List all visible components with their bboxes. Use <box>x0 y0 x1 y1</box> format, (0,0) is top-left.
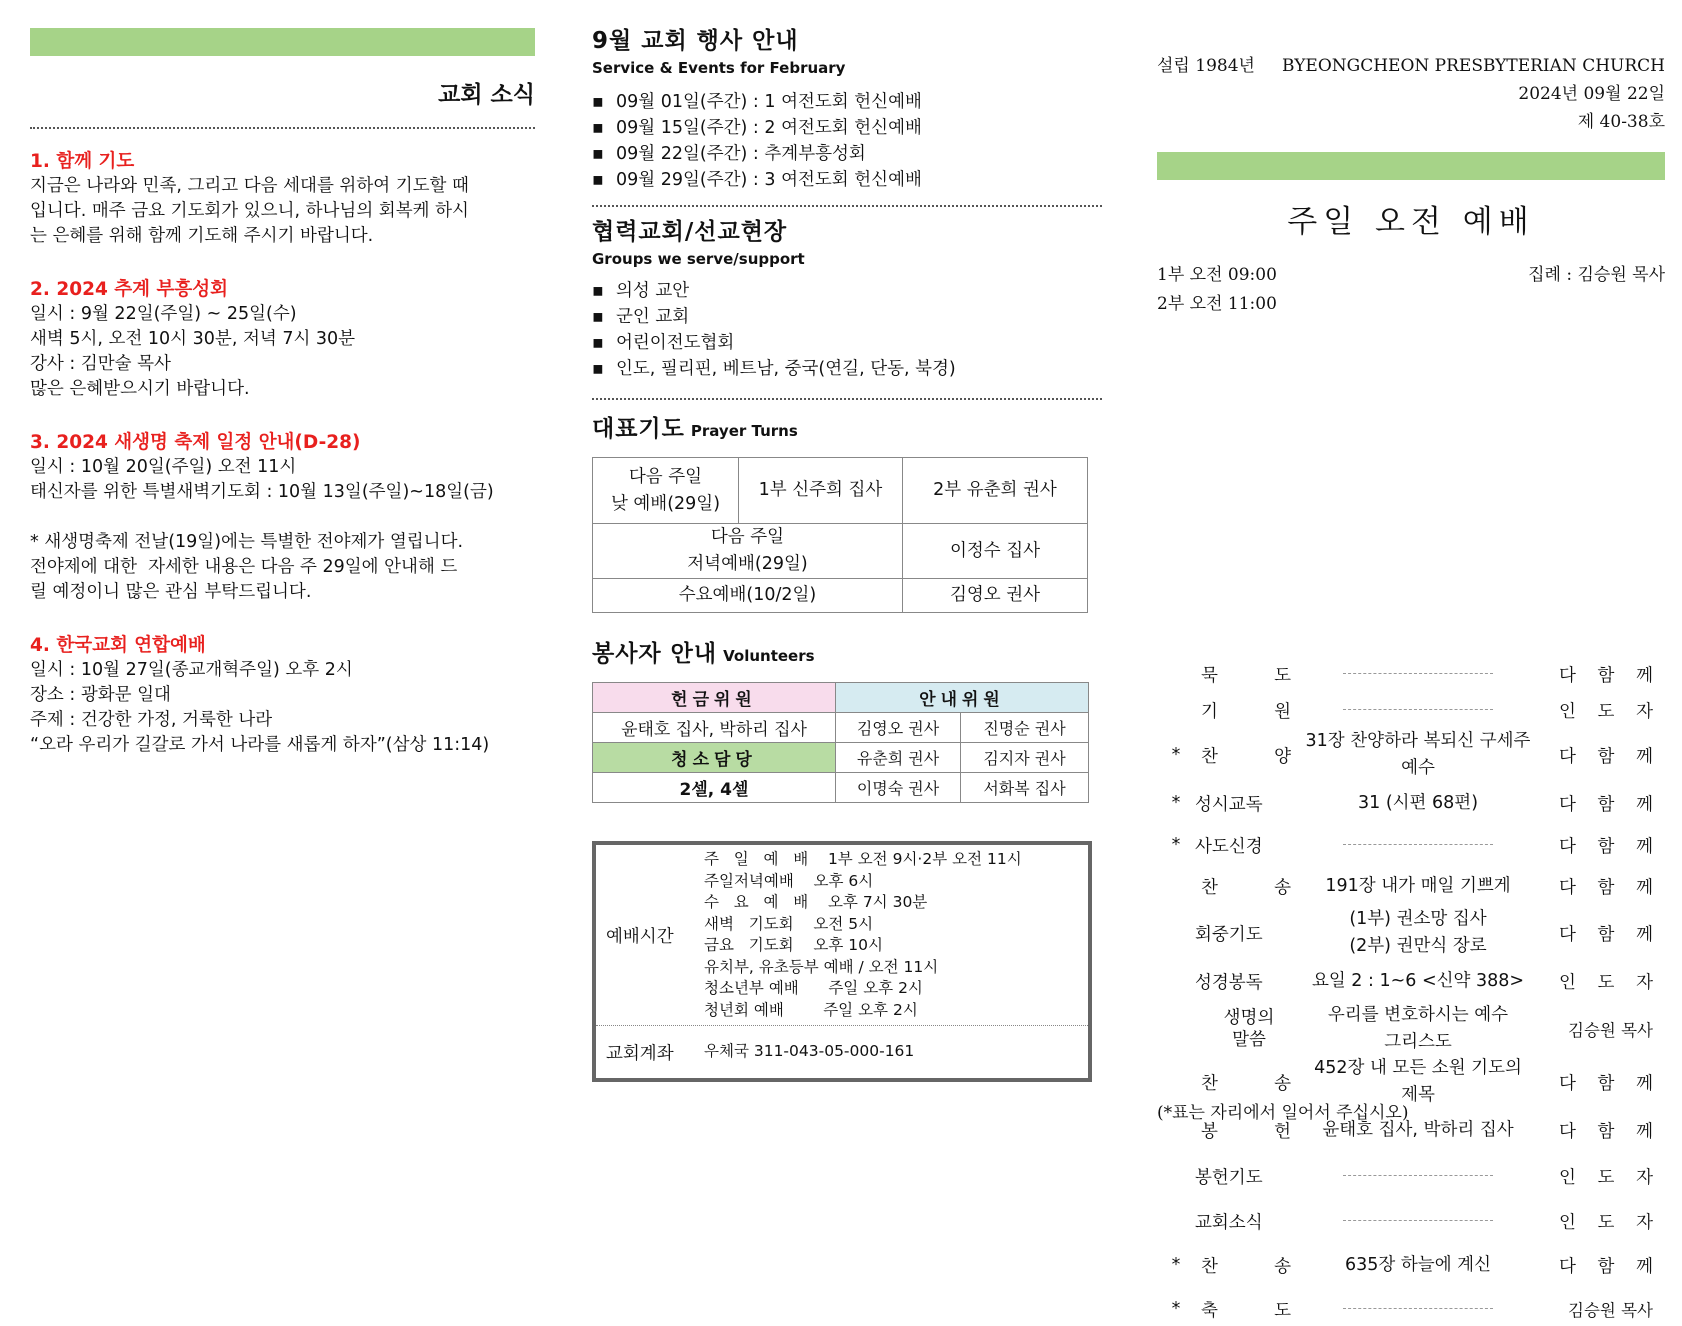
prayer-cell-line: 다음 주일 <box>628 466 703 487</box>
worship-item-name: 교회소식 <box>1195 1212 1263 1233</box>
standing-note: (*표는 자리에서 일어서 주십시오) <box>1157 1103 1409 1123</box>
service-time-line: 새벽 기도회 오전 5시 <box>704 914 874 933</box>
service-time-1: 1부 오전 09:00 <box>1157 265 1277 285</box>
worship-item-content: (1부) 권소망 집사 (2부) 권만식 장로 <box>1349 909 1487 956</box>
news-item-title: 4. 한국교회 연합예배 <box>30 635 206 656</box>
worship-item-name: 기 원 <box>1201 701 1291 722</box>
usher-name: 유춘희 권사 <box>836 743 961 773</box>
divider <box>592 205 1102 207</box>
mission-item: ▪ 인도, 필리핀, 베트남, 중국(연길, 단동, 북경) <box>592 356 1102 382</box>
news-item-title: 2. 2024 추계 부흥성회 <box>30 279 228 300</box>
news-line: 장소 : 광화문 일대 <box>30 685 171 705</box>
service-time-line: 주일저녁예배 오후 6시 <box>704 871 874 890</box>
cleaning-header: 청소담당 <box>593 743 836 773</box>
account-number: 우체국 311-043-05-000-161 <box>704 1042 915 1061</box>
usher-name: 진명순 권사 <box>961 713 1089 743</box>
prayer-cell <box>593 524 903 579</box>
worship-order-row <box>1157 693 1665 727</box>
prayer-title-text: 대표기도 <box>592 416 685 442</box>
worship-item-content: 윤태호 집사, 박하리 집사 <box>1322 1119 1514 1140</box>
prayer-cell: 2부 유춘희 권사 <box>903 458 1088 524</box>
prayer-subtitle: Prayer Turns <box>690 422 798 440</box>
stand-marker: * <box>1171 835 1181 855</box>
worship-item-name: 사도신경 <box>1195 836 1263 857</box>
worship-order-row <box>1157 786 1665 820</box>
service-time-line: 청소년부 예배 주일 오후 2시 <box>704 979 923 997</box>
prayer-cell: 이정수 집사 <box>903 524 1088 579</box>
news-item-3 <box>30 430 535 605</box>
divider <box>30 127 535 129</box>
worship-item-name: 찬 송 <box>1201 877 1291 898</box>
news-item-1 <box>30 149 535 249</box>
event-item: ▪ 09월 29일(주간) : 3 여전도회 헌신예배 <box>592 167 1102 193</box>
events-title: 9월 교회 행사 안내 <box>592 28 799 54</box>
usher-header: 안내위원 <box>836 683 1089 713</box>
worship-item-leader: 다 함 께 <box>1559 746 1653 767</box>
bulletin-date: 2024년 09월 22일 <box>1518 84 1665 104</box>
worship-item-leader: 다 함 께 <box>1559 1073 1653 1094</box>
worship-item-leader: 다 함 께 <box>1559 877 1653 898</box>
prayer-cell <box>593 458 739 524</box>
news-line: 많은 은혜받으시기 바랍니다. <box>30 379 250 399</box>
worship-item-name: 봉헌기도 <box>1195 1167 1263 1188</box>
prayer-cell-line: 낮 예배(29일) <box>610 493 721 514</box>
worship-item-name: 찬 송 <box>1201 1256 1291 1277</box>
worship-item-leader: 김승원 목사 <box>1568 1021 1653 1040</box>
events-subtitle: Service & Events for February <box>592 59 846 77</box>
worship-item-content: 우리를 변호하시는 예수 그리스도 <box>1327 1005 1509 1052</box>
worship-order-row <box>1157 1204 1665 1238</box>
missions-subtitle: Groups we serve/support <box>592 250 805 268</box>
service-time-line: 유치부, 유초등부 예배 / 오전 11시 <box>704 957 939 976</box>
worship-item-name: 축 도 <box>1201 1300 1291 1321</box>
worship-order-row <box>1157 905 1665 961</box>
worship-item-leader: 다 함 께 <box>1559 924 1653 945</box>
worship-order-row <box>1157 869 1665 903</box>
stand-marker: * <box>1171 1299 1181 1319</box>
worship-item-name: 성경봉독 <box>1195 972 1263 993</box>
worship-order-row <box>1157 727 1665 783</box>
prayer-cell-line: 저녁예배(29일) <box>687 554 808 574</box>
worship-item-content <box>1303 1163 1533 1190</box>
worship-order-row <box>1157 964 1665 998</box>
worship-order-row <box>1157 1159 1665 1193</box>
news-item-title: 3. 2024 새생명 축제 일정 안내(D-28) <box>30 432 361 453</box>
mission-item: ▪ 의성 교안 <box>592 278 1102 304</box>
account-label: 교회계좌 <box>606 1043 674 1064</box>
news-line: 입니다. 매주 금요 기도회가 있으니, 하나님의 회복케 하시 <box>30 201 469 221</box>
issue-number: 제 40-38호 <box>1577 112 1665 132</box>
worship-item-leader: 다 함 께 <box>1559 1121 1653 1142</box>
worship-item-leader: 다 함 께 <box>1559 836 1653 857</box>
cleaning-cells: 2셀, 4셀 <box>593 773 836 803</box>
news-line: 일시 : 10월 27일(종교개혁주일) 오후 2시 <box>30 660 353 680</box>
prayer-cell-line: 다음 주일 <box>710 527 785 547</box>
news-line: “오라 우리가 길갈로 가서 나라를 새롭게 하자”(삼상 11:14) <box>30 735 490 755</box>
worship-item-name: 찬 송 <box>1201 1073 1291 1094</box>
news-line: 릴 예정이니 많은 관심 부탁드립니다. <box>30 582 312 602</box>
green-header-bar <box>1157 152 1665 180</box>
service-time-line: 수 요 예 배 오후 7시 30분 <box>704 893 928 911</box>
news-line: 전야제에 대한 자세한 내용은 다음 주 29일에 안내해 드 <box>30 557 458 577</box>
news-line: 주제 : 건강한 가정, 거룩한 나라 <box>30 710 273 730</box>
prayer-title <box>592 410 1102 443</box>
usher-name: 김영오 권사 <box>836 713 961 743</box>
offering-header: 헌금위원 <box>593 683 836 713</box>
worship-item-leader: 다 함 께 <box>1559 794 1653 815</box>
event-item: ▪ 09월 15일(주간) : 2 여전도회 헌신예배 <box>592 115 1102 141</box>
service-times-label: 예배시간 <box>606 926 674 947</box>
usher-name: 이명숙 권사 <box>836 773 961 803</box>
volunteers-subtitle: Volunteers <box>723 647 815 665</box>
worship-item-leader: 인 도 자 <box>1559 1212 1653 1233</box>
worship-item-content: 635장 하늘에 계신 <box>1345 1254 1491 1275</box>
worship-order-row <box>1157 657 1665 691</box>
service-times-box <box>592 841 1092 1082</box>
worship-item-name: 묵 도 <box>1201 665 1291 686</box>
volunteers-title-text: 봉사자 안내 <box>592 641 718 667</box>
missions-section <box>592 213 1102 382</box>
service-time-line: 주 일 예 배 1부 오전 9시·2부 오전 11시 <box>704 850 1022 868</box>
prayer-cell: 1부 신주희 집사 <box>739 458 903 524</box>
news-title: 교회 소식 <box>438 82 535 108</box>
worship-item-content <box>1303 1208 1533 1235</box>
volunteers-section <box>592 635 1102 803</box>
service-times-row <box>596 845 1088 1026</box>
events-column <box>592 0 1102 1082</box>
prayer-section <box>592 410 1102 613</box>
worship-order-row <box>1157 1248 1665 1282</box>
church-news-column <box>30 0 535 758</box>
green-header-bar <box>30 28 535 56</box>
news-item-4 <box>30 633 535 758</box>
worship-item-content: 요일 2 : 1~6 <신약 388> <box>1311 970 1525 991</box>
worship-order-row <box>1157 828 1665 862</box>
worship-item-name: 봉 헌 <box>1201 1121 1291 1142</box>
service-time-2: 2부 오전 11:00 <box>1157 294 1277 314</box>
prayer-cell: 수요예배(10/2일) <box>593 579 903 613</box>
founded-year: 설립 1984년 <box>1157 56 1255 76</box>
blank-line <box>1343 1220 1493 1221</box>
stand-marker: * <box>1171 1255 1181 1275</box>
news-line: 새벽 5시, 오전 10시 30분, 저녁 7시 30분 <box>30 329 356 349</box>
news-item-2 <box>30 277 535 402</box>
news-line: 일시 : 10월 20일(주일) 오전 11시 <box>30 457 297 477</box>
worship-item-leader: 김승원 목사 <box>1568 1301 1653 1320</box>
mission-item: ▪ 군인 교회 <box>592 304 1102 330</box>
worship-item-content: 191장 내가 매일 기쁘게 <box>1325 875 1511 896</box>
stand-marker: * <box>1171 793 1181 813</box>
missions-title: 협력교회/선교현장 <box>592 219 788 245</box>
worship-item-leader: 인 도 자 <box>1559 701 1653 722</box>
worship-item-content <box>1303 697 1533 724</box>
worship-item-content: 452장 내 모든 소원 기도의 제목 <box>1314 1058 1522 1105</box>
worship-item-name: 성시교독 <box>1195 794 1263 815</box>
worship-item-content: 31 (시편 68편) <box>1357 792 1479 813</box>
news-line: 태신자를 위한 특별새벽기도회 : 10월 13일(주일)~18일(금) <box>30 482 494 502</box>
worship-item-name: 생명의 말씀 <box>1223 1008 1275 1050</box>
service-title: 주일 오전 예배 <box>1287 204 1535 240</box>
events-section <box>592 22 1102 193</box>
usher-name: 서화복 집사 <box>961 773 1089 803</box>
prayer-table <box>592 457 1088 613</box>
worship-order-row <box>1157 1292 1665 1326</box>
stand-marker: * <box>1171 745 1181 765</box>
blank-line <box>1343 844 1493 845</box>
worship-item-name: 회중기도 <box>1195 924 1263 945</box>
news-item-title: 1. 함께 기도 <box>30 151 135 172</box>
service-time-line: 청년회 예배 주일 오후 2시 <box>704 1000 918 1019</box>
event-item: ▪ 09월 01일(주간) : 1 여전도회 헌신예배 <box>592 89 1102 115</box>
blank-line <box>1343 1175 1493 1176</box>
blank-line <box>1343 673 1493 674</box>
event-item: ▪ 09월 22일(주간) : 추계부흥성회 <box>592 141 1102 167</box>
church-header <box>1157 52 1665 80</box>
news-line: 지금은 나라와 민족, 그리고 다음 세대를 위하여 기도할 때 <box>30 176 469 196</box>
news-line: 는 은혜를 위해 함께 기도해 주시기 바랍니다. <box>30 226 374 246</box>
account-row <box>596 1026 1088 1078</box>
worship-item-name: 찬 양 <box>1201 746 1291 767</box>
service-leader: 집례 : 김승원 목사 <box>1528 265 1665 285</box>
service-time-line: 금요 기도회 오후 10시 <box>704 936 883 954</box>
worship-item-leader: 다 함 께 <box>1559 1256 1653 1277</box>
mission-item: ▪ 어린이전도협회 <box>592 330 1102 356</box>
worship-item-content <box>1303 1296 1533 1323</box>
usher-name: 김지자 권사 <box>961 743 1089 773</box>
divider <box>592 398 1102 400</box>
worship-order-column <box>1157 0 1665 1321</box>
church-name: BYEONGCHEON PRESBYTERIAN CHURCH <box>1282 56 1665 76</box>
offering-names: 윤태호 집사, 박하리 집사 <box>593 713 836 743</box>
news-line: * 새생명축제 전날(19일)에는 특별한 전야제가 열립니다. <box>30 532 464 552</box>
news-line: 일시 : 9월 22일(주일) ~ 25일(수) <box>30 304 297 324</box>
volunteers-table <box>592 682 1089 803</box>
worship-item-leader: 다 함 께 <box>1559 665 1653 686</box>
news-line: 강사 : 김만술 목사 <box>30 354 171 374</box>
blank-line <box>1343 1308 1493 1309</box>
blank-line <box>1343 709 1493 710</box>
service-times-list <box>704 845 1088 1025</box>
worship-item-leader: 인 도 자 <box>1559 1167 1653 1188</box>
volunteers-title <box>592 635 1102 668</box>
worship-item-leader: 인 도 자 <box>1559 972 1653 993</box>
service-time-1-row <box>1157 261 1665 290</box>
worship-item-content <box>1303 661 1533 688</box>
worship-item-content <box>1303 832 1533 859</box>
worship-order-row <box>1157 1001 1665 1057</box>
prayer-cell: 김영오 권사 <box>903 579 1088 613</box>
news-line <box>30 505 535 530</box>
worship-item-content: 31장 찬양하라 복되신 구세주 예수 <box>1305 731 1531 778</box>
